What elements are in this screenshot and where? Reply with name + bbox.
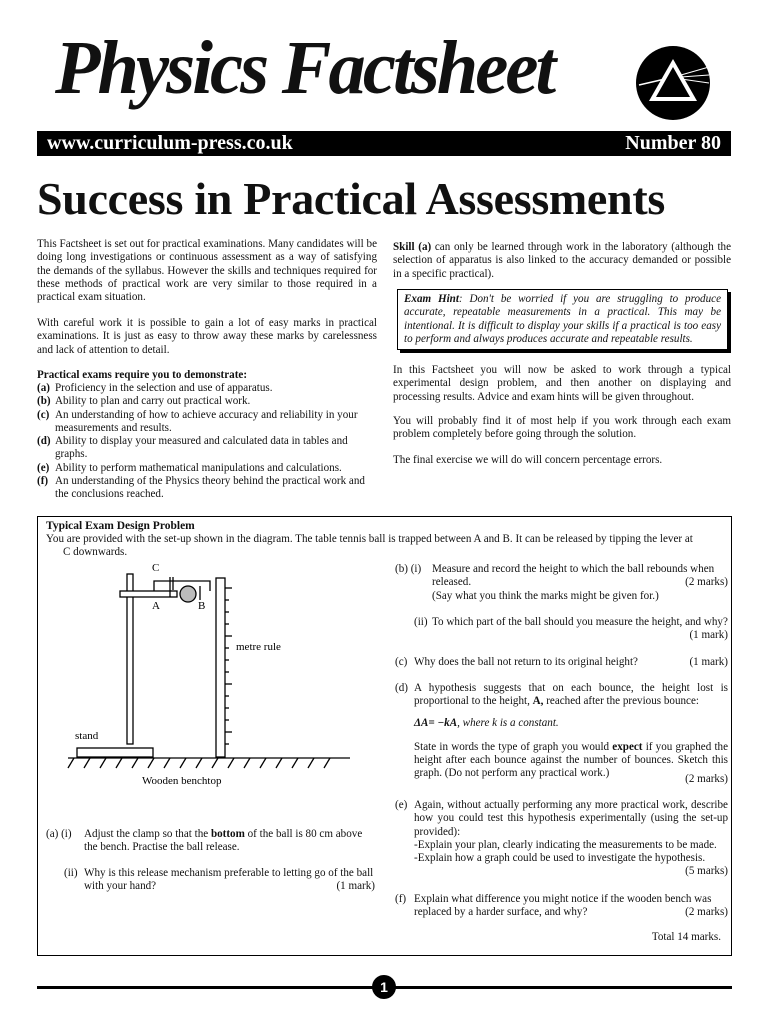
question-f: (f) Explain what difference you might notice if the wooden bench was replaced by a harder surface, and why? (2 marks): [395, 893, 728, 919]
question-c: (c) Why does the ball not return to its original height? (1 mark): [395, 656, 728, 668]
intro-paragraph-1: This Factsheet is set out for practical examinations. Many candidates will be doing long investigations or continuous assessment as a way of satisfying the demands of the syllabus. However the skills and techniques required for these methods of practical work are very similar to those required in a practical exam situation.: [37, 238, 377, 304]
question-e: (e) Again, without actually performing any more practical work, describe how you could test this hypothesis experimentally (using the set-up provided): -Explain your plan, clearly indicating the measurements to be made. -Explain how a graph could be used to investigate the hypothesis. (5 marks): [395, 799, 728, 877]
question-a-ii: (ii) Why is this release mechanism preferable to letting go of the ball with your hand? (1 mark): [64, 867, 375, 893]
list-item: (b) Ability to plan and carry out practical work.: [37, 395, 251, 408]
question-b-ii: (ii) To which part of the ball should you measure the height, and why? (1 mark): [414, 616, 728, 641]
stand-base: [77, 748, 153, 757]
metre-rule: [216, 578, 225, 757]
total-marks: Total 14 marks.: [651, 931, 721, 943]
page-number: 1: [372, 975, 396, 999]
label-bench: Wooden benchtop: [142, 775, 222, 787]
rule-ticks: [225, 588, 232, 744]
list-heading: Practical exams require you to demonstrate:: [37, 369, 248, 381]
list-item: (e) Ability to perform mathematical manipulations and calculations.: [37, 461, 342, 474]
problem-intro: You are provided with the set-up shown in the diagram. The table tennis ball is trapped between A and B. It can be released by tipping the lever at C downwards.: [46, 533, 693, 559]
question-d: (d) A hypothesis suggests that on each bounce, the height lost is proportional to the height, A, reached after the previous bounce: ΔA= −kA, where k is a constant. State in words the type of graph you would expect if you graphed the height after each bounce against the number of bounces. Sketch this graph. (Do not perform any practical work.) (2 marks): [395, 682, 728, 785]
problem-title: Typical Exam Design Problem: [46, 520, 195, 532]
list-item: (c) An understanding of how to achieve accuracy and reliability in your measurements and results.: [37, 408, 358, 434]
skills-list: [37, 382, 377, 502]
apparatus-diagram: [60, 560, 360, 790]
skill-paragraph: Skill (a) can only be learned through work in the laboratory (although the selection of apparatus is also linked to the accuracy demanded or possible in a specific practical).: [393, 241, 732, 280]
label-b: B: [198, 600, 206, 612]
list-item: (d) Ability to display your measured and calculated data in tables and graphs.: [37, 435, 348, 461]
list-item: (a) Proficiency in the selection and use of apparatus.: [37, 382, 273, 394]
intro-paragraph-2: With careful work it is possible to gain a lot of easy marks in practical examinations. It is just as easy to throw away these marks by carelessness and lack of attention to detail.: [37, 317, 377, 356]
exam-hint-box: Exam Hint: Don't be worried if you are struggling to produce accurate, repeatable measurements in a practical. This may be intentional. It is difficult to display your skills if a practical is too easy to perform and always produces accurate and repeatable results.: [397, 289, 728, 350]
bench-hatching: [68, 758, 330, 768]
masthead-bar: [37, 131, 731, 156]
label-a: A: [152, 600, 160, 612]
clamp-arm: [120, 591, 177, 597]
stand-rod: [127, 574, 133, 744]
label-stand: stand: [75, 730, 99, 742]
website-url[interactable]: www.curriculum-press.co.uk: [47, 132, 293, 154]
right-paragraph-1: In this Factsheet you will now be asked to work through a typical experimental design problem, and then another on displaying and processing results. Advice and exam hints will be given throughout.: [393, 364, 731, 403]
issue-number: Number 80: [625, 132, 721, 154]
hypothesis-formula: ΔA= −kA, where k is a constant.: [414, 716, 559, 729]
question-a-i: (a) (i) Adjust the clamp so that the bottom of the ball is 80 cm above the bench. Practise the ball release.: [46, 828, 363, 854]
page-title: Success in Practical Assessments: [37, 173, 665, 224]
list-item: (f) An understanding of the Physics theory behind the practical work and the conclusions reached.: [37, 475, 365, 501]
ball: [180, 586, 196, 602]
label-metre-rule: metre rule: [236, 641, 281, 653]
masthead-title: Physics Factsheet: [55, 26, 554, 110]
prism-logo: [635, 45, 711, 121]
right-paragraph-3: The final exercise we will do will concern percentage errors.: [393, 454, 663, 466]
question-b-i: (b) (i) Measure and record the height to which the ball rebounds when released. (2 marks) (Say what you think the marks might be given for.): [395, 563, 728, 602]
right-paragraph-2: You will probably find it of most help if you work through each exam problem completely before going through the solution.: [393, 415, 731, 441]
label-c: C: [152, 562, 160, 574]
